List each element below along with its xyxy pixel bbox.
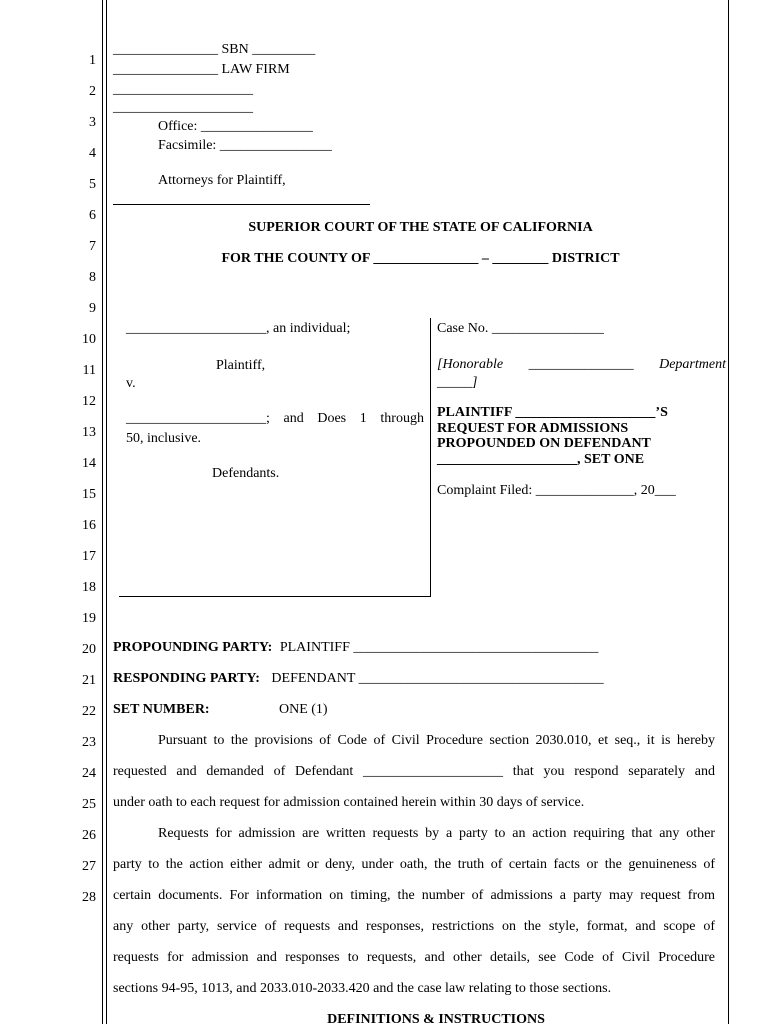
set-number-value: ONE (1): [279, 702, 328, 717]
line-number: 13: [82, 425, 96, 440]
line-number: 7: [89, 239, 96, 254]
line-number: 18: [82, 580, 96, 595]
line-number: 23: [82, 735, 96, 750]
line-number: 16: [82, 518, 96, 533]
line-number: 20: [82, 642, 96, 657]
line-number: 2: [89, 84, 96, 99]
propounding-party-label: PROPOUNDING PARTY:: [113, 640, 273, 655]
line-number: 25: [82, 797, 96, 812]
responding-party-label: RESPONDING PARTY:: [113, 671, 260, 686]
plaintiff-name: ____________________, an individual;: [126, 321, 351, 336]
propounding-party: [113, 640, 598, 656]
line-number: 3: [89, 115, 96, 130]
line-number: 27: [82, 859, 96, 874]
caption-divider-vertical: [430, 318, 431, 596]
line-number: 19: [82, 611, 96, 626]
document-title-line-2: REQUEST FOR ADMISSIONS: [437, 421, 629, 436]
defendant-name: ____________________;: [126, 411, 270, 426]
section-heading: DEFINITIONS & INSTRUCTIONS: [327, 1012, 545, 1027]
line-number: 4: [89, 146, 96, 161]
paragraph-1-line-2: requested and demanded of Defendant ____________________ that you respond separately and: [113, 764, 715, 779]
facsimile-line: Facsimile: ________________: [158, 138, 332, 153]
document-title-line-1: PLAINTIFF ____________________’S: [437, 405, 668, 420]
attorney-sbn-line: _______________ SBN _________: [113, 42, 316, 57]
line-number: 12: [82, 394, 96, 409]
line-number: 21: [82, 673, 96, 688]
line-number: 28: [82, 890, 96, 905]
left-margin-rule-outer: [102, 0, 103, 1024]
county-line: FOR THE COUNTY OF _______________ – ________ DISTRICT: [221, 251, 620, 266]
set-number-label: SET NUMBER:: [113, 702, 210, 717]
left-margin-rule-inner: [106, 0, 107, 1024]
paragraph-1-line-1: Pursuant to the provisions of Code of Civil Procedure section 2030.010, et seq., it is hereby: [158, 733, 715, 748]
assigned-judge-line: [Honorable _______________ Department: [437, 357, 726, 372]
line-number: 8: [89, 270, 96, 285]
paragraph-2-line-2: party to the action either admit or deny, under oath, the truth of certain facts or the genuineness of: [113, 857, 715, 872]
paragraph-2-line-1: Requests for admission are written requests by a party to an action requiring that any other: [158, 826, 715, 841]
header-divider: [113, 204, 370, 205]
caption-bottom-rule: [119, 596, 431, 597]
paragraph-2-line-3: certain documents. For information on timing, the number of admissions a party may request from: [113, 888, 715, 903]
defendant-inclusive: 50, inclusive.: [126, 431, 202, 446]
line-number: 22: [82, 704, 96, 719]
complaint-filed: Complaint Filed: ______________, 20___: [437, 483, 676, 498]
plaintiff-label: Plaintiff,: [216, 358, 266, 373]
case-number: Case No. ________________: [437, 321, 604, 336]
line-number: 1: [89, 53, 96, 68]
line-number: 17: [82, 549, 96, 564]
address-line-1: ____________________: [113, 82, 253, 97]
responding-party-value: DEFENDANT ___________________________________: [271, 671, 604, 686]
responding-party: [113, 671, 604, 687]
line-number: 11: [82, 363, 96, 378]
line-number: 9: [89, 301, 96, 316]
law-firm-line: _______________ LAW FIRM: [113, 62, 290, 77]
paragraph-2-line-6: sections 94-95, 1013, and 2033.010-2033.420 and the case law relating to those sections.: [113, 981, 612, 996]
line-number: 24: [82, 766, 96, 781]
right-margin-rule: [728, 0, 729, 1024]
paragraph-1-line-3: under oath to each request for admission contained herein within 30 days of service.: [113, 795, 585, 810]
office-phone-line: Office: ________________: [158, 119, 313, 134]
line-number: 10: [82, 332, 96, 347]
paragraph-2-line-4: any other party, service of requests and responses, restrictions on the style, format, and scope of: [113, 919, 715, 934]
line-number: 14: [82, 456, 96, 471]
defendant-name-line: ____________________; and Does 1 through: [126, 411, 424, 426]
line-number: 15: [82, 487, 96, 502]
document-title-line-3: PROPOUNDED ON DEFENDANT: [437, 436, 651, 451]
line-number: 6: [89, 208, 96, 223]
assigned-department: _____]: [437, 375, 478, 390]
attorneys-for-line: Attorneys for Plaintiff,: [158, 173, 286, 188]
line-number: 26: [82, 828, 96, 843]
versus-label: v.: [126, 376, 136, 391]
paragraph-2-line-5: requests for admission and responses to requests, and other details, see Code of Civil Procedure: [113, 950, 715, 965]
propounding-party-value: PLAINTIFF ___________________________________: [279, 640, 599, 655]
line-number: 5: [89, 177, 96, 192]
address-line-2: ____________________: [113, 100, 253, 115]
court-title: SUPERIOR COURT OF THE STATE OF CALIFORNIA: [248, 220, 593, 235]
document-title-line-4: ____________________, SET ONE: [437, 452, 645, 467]
defendants-label: Defendants.: [212, 466, 280, 481]
